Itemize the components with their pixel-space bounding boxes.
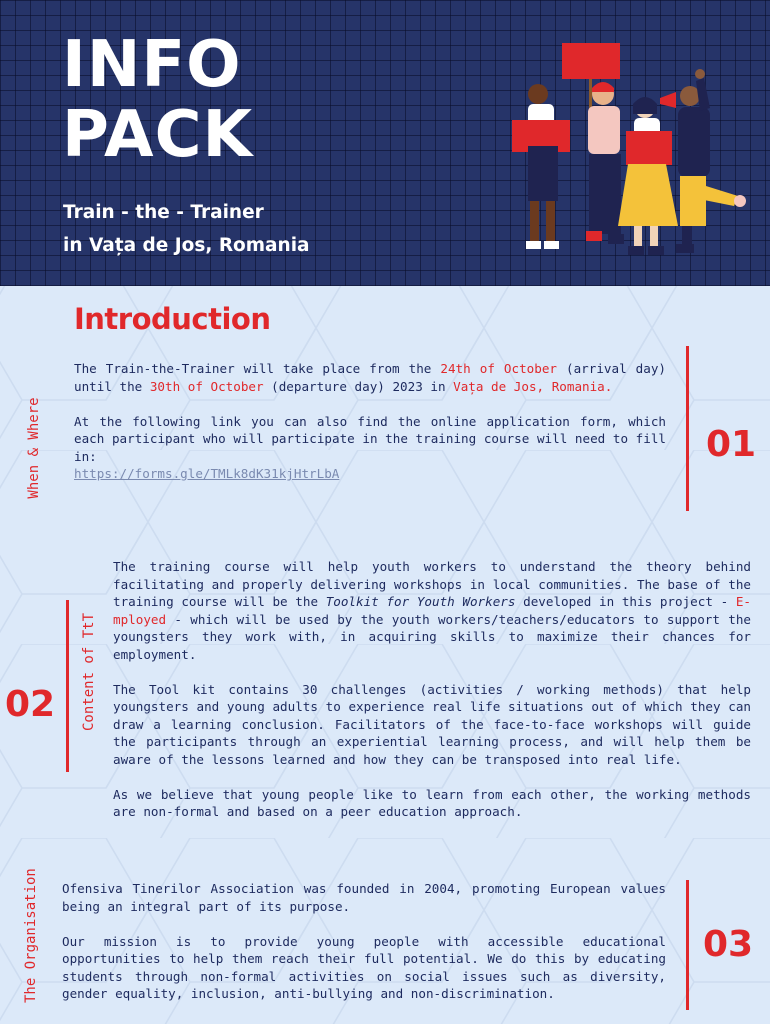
project-name: E-mployed (113, 594, 751, 627)
section-label-content: Content of TtT (81, 612, 97, 731)
paragraph: At the following link you can also find the online application form, which each participant who will participate in the training course will need to fill in: (74, 413, 666, 464)
section-content-text (113, 558, 751, 838)
page-subtitle (63, 196, 403, 262)
title-line-info: INFO (62, 28, 242, 102)
text-span: (departure day) 2023 in (263, 378, 454, 394)
section-label-when-where: When & Where (26, 397, 42, 499)
sign-icon (562, 43, 620, 79)
paragraph: Our mission is to provide young people with accessible educational opportunities to help them reach their full potential. We do this by educating students through non-formal activities on social issues such as diversity, gender equality, inclusion, anti-bullying and non-discrimination. (62, 933, 666, 1001)
section-number-01: 01 (706, 424, 757, 465)
text-span: The Train-the-Trainer will take place from the (74, 361, 441, 376)
page-title (62, 30, 392, 170)
section-number-03: 03 (703, 924, 754, 965)
text-span: The training course will help youth workers to understand the theory behind facilitating and properly delivering workshops in local communities. The base of the training course will be the (113, 559, 751, 609)
arrival-date: 24th of October (440, 361, 557, 376)
text-span: developed in this project - (515, 594, 736, 609)
title-line-pack: PACK (62, 98, 254, 172)
text-span: (arrival day) until the (74, 361, 667, 394)
subtitle-line-2: in Vața de Jos, Romania (63, 235, 310, 256)
section-organisation-text (62, 880, 666, 1020)
megaphone-icon (660, 92, 676, 108)
paragraph: Ofensiva Tinerilor Association was founded in 2004, promoting European values being an integral part of its purpose. (62, 881, 666, 914)
header-banner (0, 0, 770, 286)
section-divider-line (66, 600, 69, 772)
paragraph: As we believe that young people like to learn from each other, the working methods are non-formal and based on a peer education approach. (113, 786, 751, 819)
introduction-heading: Introduction (74, 302, 271, 336)
section-label-organisation: The Organisation (23, 868, 39, 1003)
toolkit-title: Toolkit for Youth Workers (325, 594, 516, 609)
venue-location: Vața de Jos, Romania. (453, 378, 613, 394)
text-span: - which will be used by the youth workers/teachers/educators to support the youngsters they work with, in acquiring skills to maximize their chances for employment. (113, 611, 751, 662)
paragraph (113, 558, 751, 663)
section-number-02: 02 (5, 684, 56, 725)
application-form-link[interactable]: https://forms.gle/TMLk8dK31kjHtrLbA (74, 466, 340, 481)
subtitle-line-1: Train - the - Trainer (63, 202, 264, 223)
section-when-where-text (74, 360, 666, 483)
paragraph: The Tool kit contains 30 challenges (activities / working methods) that help youngsters and young adults to experience real life situations out of which they can draw a learning conclusion. Facilitators of the face-to-face workshops will guide the participants through an experiential learning process, and will help them be aware of the lessons learned and how they can be transposed into real life. (113, 681, 751, 767)
section-divider-line (686, 346, 689, 511)
protesters-illustration (500, 36, 750, 261)
paragraph (74, 360, 666, 395)
departure-date: 30th of October (149, 378, 264, 394)
section-divider-line (686, 880, 689, 1010)
